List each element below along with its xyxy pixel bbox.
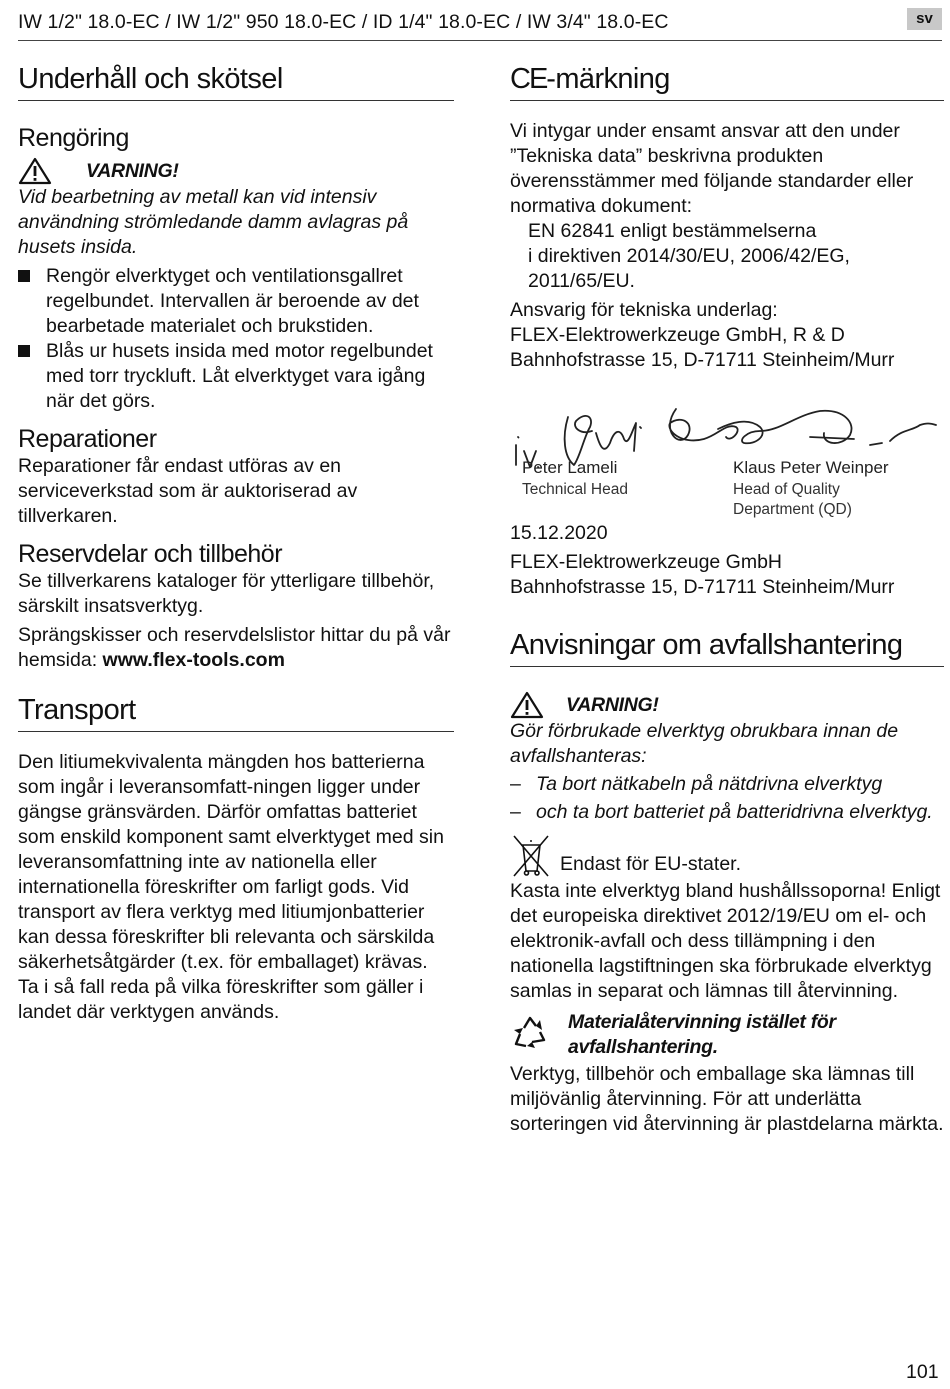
cleaning-warning [18, 157, 454, 185]
cleaning-warning-text: Vid bearbetning av metall kan vid intensiv användning strömledande damm avlagras på husets insida. [18, 186, 409, 258]
bullet-square-icon [18, 345, 30, 357]
company-name: FLEX-Elektrowerkzeuge GmbH [510, 551, 783, 573]
maintenance-heading: Underhåll och skötsel [18, 62, 454, 101]
standard-line: i direktiven 2014/30/EU, 2006/42/EG, [528, 245, 850, 267]
eu-only-text: Endast för EU-stater. [560, 853, 741, 875]
warning-label: VARNING! [86, 159, 179, 182]
list-item: – och ta bort batteriet på batteridrivna elverktyg. [510, 801, 933, 823]
list-item: Blås ur husets insida med motor regelbundet med torr tryckluft. Låt elverktyget vara igång när det görs. [18, 339, 454, 414]
signatory-title: Head of Quality [733, 481, 840, 498]
disposal-warning [510, 691, 944, 719]
document-header: IW 1/2" 18.0-EC / IW 1/2" 950 18.0-EC / ID 1/4" 18.0-EC / IW 3/4" 18.0-EC [18, 11, 669, 33]
transport-text-2: Ta i så fall reda på vilka föreskrifter som gäller i landet där verktygen används. [18, 976, 424, 1023]
signatory-name: Klaus Peter Weinper [733, 458, 889, 477]
disposal-warning-text: Gör förbrukade elverktyg obrukbara innan de avfallshanteras: [510, 720, 899, 767]
header-divider [18, 40, 942, 41]
language-badge: sv [907, 8, 942, 30]
ce-mark-icon: CE [510, 63, 547, 95]
warning-triangle-icon [18, 157, 52, 185]
list-item: – Ta bort nätkabeln på nätdrivna elverktyg [510, 773, 883, 795]
responsible-label: Ansvarig för tekniska underlag: [510, 299, 778, 321]
transport-text: Den litiumekvivalenta mängden hos batterierna som ingår i leveransomfatt-ningen ligger under gängse gränsvärden. Därför omfattas batteriet som enskild komponent samt elverktyget med sin leveransomfattning inte av nationella eller internationella föreskrifter om farligt gods. Vid transport av flera verktyg med litiumjonbatterier kan dessa föreskrifter bli relevanta och särskilda säkerhetsåtgärder (t.ex. för emballaget) krävas. [18, 751, 444, 973]
company-address: Bahnhofstrasse 15, D-71711 Steinheim/Murr [510, 576, 895, 598]
standard-line: 2011/65/EU. [528, 270, 635, 292]
list-item: Rengör elverktyget och ventilationsgallret regelbundet. Intervallen är beroende av det bearbetade materialet och brukstiden. [18, 264, 454, 339]
eu-only-row [510, 833, 944, 877]
cleaning-bullets [18, 264, 454, 414]
signature-block [510, 387, 944, 559]
responsible-address: Bahnhofstrasse 15, D-71711 Steinheim/Murr [510, 349, 895, 371]
warning-label: VARNING! [566, 693, 659, 716]
ce-intro: Vi intygar under ensamt ansvar att den under ”Tekniska data” beskrivna produkten överensstämmer med följande standarder eller normativa dokument: [510, 120, 914, 217]
page-number: 101 [906, 1361, 939, 1383]
signatory-title: Department (QD) [733, 501, 852, 518]
repairs-heading: Reparationer [18, 425, 157, 453]
recycling-row [510, 1010, 944, 1060]
warning-triangle-icon [510, 691, 544, 719]
cleaning-heading: Rengöring [18, 124, 129, 152]
spare-parts-heading: Reservdelar och tillbehör [18, 540, 283, 568]
crossed-out-bin-icon [510, 833, 552, 877]
disposal-heading: Anvisningar om avfallshantering [510, 628, 944, 667]
eu-directive-text: Kasta inte elverktyg bland hushållssoporna! Enligt det europeiska direktivet 2012/19/EU om el- och elektronik-avfall och dess tillämpning i den nationella lagstiftningen ska förbrukade elverktyg samlas in separat och lämnas till återvinning. [510, 880, 941, 1002]
spare-parts-text: Se tillverkarens kataloger för ytterligare tillbehör, särskilt insatsverktyg. [18, 570, 435, 617]
responsible-company: FLEX-Elektrowerkzeuge GmbH, R & D [510, 324, 845, 346]
recycling-heading: Materialåtervinning istället för avfallshantering. [568, 1011, 836, 1058]
recycling-text: Verktyg, tillbehör och emballage ska lämnas till miljövänlig återvinning. För att underlätta sorteringen vid återvinning är plastdelarna märkta. [510, 1063, 944, 1135]
ce-marking-heading: CE-märkning [510, 62, 944, 101]
right-column [510, 62, 944, 1137]
repairs-text: Reparationer får endast utföras av en serviceverkstad som är auktoriserad av tillverkaren. [18, 455, 358, 527]
recycling-icon [510, 1012, 552, 1054]
bullet-square-icon [18, 270, 30, 282]
standard-line: EN 62841 enligt bestämmelserna [528, 220, 817, 242]
signatory-title: Technical Head [522, 481, 628, 498]
transport-heading: Transport [18, 693, 454, 732]
left-column [18, 62, 454, 1025]
declaration-date: 15.12.2020 [510, 522, 608, 544]
spare-parts-website-text: Sprängskisser och reservdelslistor hittar du på vår hemsida: www.flex-tools.com [18, 624, 451, 671]
signatory-name: Peter Lameli [522, 458, 618, 477]
website-link[interactable]: www.flex-tools.com [102, 649, 285, 671]
